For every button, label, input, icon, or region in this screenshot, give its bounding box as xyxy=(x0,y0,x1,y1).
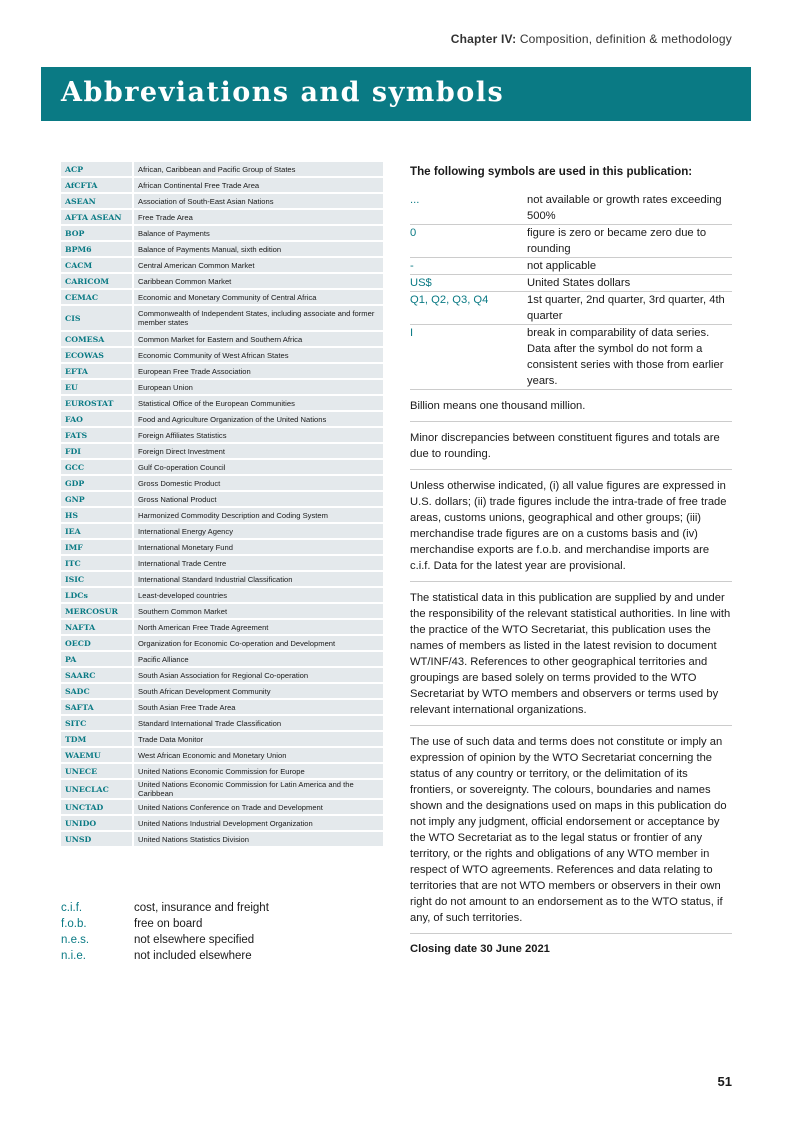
chapter-header xyxy=(451,32,732,46)
notes-list xyxy=(410,390,732,934)
term-code: n.e.s. xyxy=(61,934,90,946)
abbreviation-row xyxy=(61,348,383,362)
abbreviation-row xyxy=(61,412,383,426)
abbreviation-code: EU xyxy=(61,380,134,394)
chapter-label: Chapter IV: xyxy=(450,32,517,46)
abbreviation-code: SADC xyxy=(61,684,134,698)
abbreviation-code: ASEAN xyxy=(61,194,134,208)
abbreviation-row xyxy=(61,588,383,602)
abbreviation-desc: Gross National Product xyxy=(134,492,383,506)
abbreviation-code: EUROSTAT xyxy=(61,396,134,410)
symbol-desc: figure is zero or became zero due to rounding xyxy=(527,227,707,255)
abbreviation-desc: Economic and Monetary Community of Central Africa xyxy=(134,290,383,304)
abbreviation-code: UNECLAC xyxy=(61,780,134,798)
abbreviation-desc: South Asian Association for Regional Co-operation xyxy=(134,668,383,682)
abbreviation-desc: Gulf Co-operation Council xyxy=(134,460,383,474)
symbol-row xyxy=(410,325,732,390)
abbreviation-code: CIS xyxy=(61,306,134,330)
abbreviation-row xyxy=(61,668,383,682)
abbreviation-code: UNECE xyxy=(61,764,134,778)
abbreviation-code: EFTA xyxy=(61,364,134,378)
symbols-section xyxy=(410,164,732,957)
abbreviation-row xyxy=(61,800,383,814)
abbreviation-desc: Common Market for Eastern and Southern Africa xyxy=(134,332,383,346)
abbreviation-code: IEA xyxy=(61,524,134,538)
symbol-row xyxy=(410,275,732,292)
abbreviation-row xyxy=(61,476,383,490)
abbreviation-code: CACM xyxy=(61,258,134,272)
abbreviation-desc: United Nations Industrial Development Organization xyxy=(134,816,383,830)
abbreviation-row xyxy=(61,306,383,330)
symbol-desc: not available or growth rates exceeding 500% xyxy=(527,194,722,222)
abbreviation-desc: Standard International Trade Classification xyxy=(134,716,383,730)
note-paragraph: The statistical data in this publication are supplied by and under the responsibility of the relevant statistical authorities. In line with the practice of the WTO Secretariat, this publication uses the names of members as listed in the latest revision to document WT/INF/43. References to other geographical territories and groupings are based solely on terms provided to the WTO Secretariat by WTO members and observers or terms used by relevant international organizations. xyxy=(410,582,732,726)
abbreviation-code: AfCFTA xyxy=(61,178,134,192)
abbreviation-code: NAFTA xyxy=(61,620,134,634)
abbreviation-row xyxy=(61,178,383,192)
abbreviation-row xyxy=(61,620,383,634)
abbreviation-desc: Pacific Alliance xyxy=(134,652,383,666)
abbreviation-desc: Foreign Direct Investment xyxy=(134,444,383,458)
abbreviation-code: WAEMU xyxy=(61,748,134,762)
abbreviation-row xyxy=(61,226,383,240)
abbreviation-desc: Statistical Office of the European Communities xyxy=(134,396,383,410)
term-desc: not included elsewhere xyxy=(134,950,252,962)
abbreviation-row xyxy=(61,816,383,830)
symbol-desc: United States dollars xyxy=(527,277,631,289)
abbreviation-desc: Economic Community of West African States xyxy=(134,348,383,362)
title-banner xyxy=(41,67,751,121)
symbol-row xyxy=(410,225,732,258)
abbreviation-row xyxy=(61,242,383,256)
abbreviation-code: ACP xyxy=(61,162,134,176)
abbreviation-desc: Trade Data Monitor xyxy=(134,732,383,746)
term-desc: cost, insurance and freight xyxy=(134,902,269,914)
abbreviation-code: FATS xyxy=(61,428,134,442)
page-title: Abbreviations and symbols xyxy=(61,77,505,108)
abbreviation-row xyxy=(61,460,383,474)
abbreviation-row xyxy=(61,508,383,522)
abbreviation-code: IMF xyxy=(61,540,134,554)
abbreviation-desc: Balance of Payments Manual, sixth edition xyxy=(134,242,383,256)
abbreviation-desc: Southern Common Market xyxy=(134,604,383,618)
abbreviation-code: PA xyxy=(61,652,134,666)
term-row xyxy=(61,916,269,932)
abbreviation-desc: Balance of Payments xyxy=(134,226,383,240)
term-code: n.i.e. xyxy=(61,950,86,962)
abbreviation-code: TDM xyxy=(61,732,134,746)
abbreviation-row xyxy=(61,636,383,650)
abbreviation-code: GDP xyxy=(61,476,134,490)
abbreviation-code: FDI xyxy=(61,444,134,458)
abbreviation-code: AFTA ASEAN xyxy=(61,210,134,224)
abbreviation-row xyxy=(61,556,383,570)
abbreviation-row xyxy=(61,210,383,224)
abbreviation-row xyxy=(61,162,383,176)
abbreviation-desc: United Nations Conference on Trade and Development xyxy=(134,800,383,814)
abbreviation-desc: Caribbean Common Market xyxy=(134,274,383,288)
term-desc: free on board xyxy=(134,918,203,930)
note-paragraph: The use of such data and terms does not constitute or imply an expression of opinion by the WTO Secretariat concerning the status of any country or territory, or the delimitation of its frontiers, or sovereignty. The colours, boundaries and names shown and the designations used on maps in this publication do not imply any judgment, official endorsement or acceptance by the WTO Secretariat as to the legal status or frontier of any territory, or the rights and obligations of any WTO member in respect of WTO agreements. References and data relating to territories that are not WTO members or observers in their own right do not amount to an endorsement as to the WTO status, if any, of such territories. xyxy=(410,726,732,934)
abbreviation-row xyxy=(61,396,383,410)
terms-list xyxy=(61,900,269,964)
abbreviation-row xyxy=(61,652,383,666)
note-paragraph: Unless otherwise indicated, (i) all value figures are expressed in U.S. dollars; (ii) trade figures include the intra-trade of free trade areas, customs unions, geographical and other groups; (iii) merchandise trade figures are on a customs basis and (iv) merchandise exports are f.o.b. and merchandise imports are c.i.f. Data for the latest year are provisional. xyxy=(410,470,732,582)
symbol-desc: 1st quarter, 2nd quarter, 3rd quarter, 4th quarter xyxy=(527,294,725,322)
symbol-desc: break in comparability of data series. Data after the symbol do not form a consistent series with those from earlier years. xyxy=(527,327,724,387)
abbreviation-desc: Harmonized Commodity Description and Coding System xyxy=(134,508,383,522)
abbreviations-table xyxy=(61,160,383,848)
abbreviation-code: SAFTA xyxy=(61,700,134,714)
abbreviation-row xyxy=(61,572,383,586)
chapter-title: Composition, definition & methodology xyxy=(519,32,732,46)
abbreviation-row xyxy=(61,780,383,798)
symbol-row xyxy=(410,258,732,275)
symbol-code: I xyxy=(410,327,414,339)
abbreviation-code: SITC xyxy=(61,716,134,730)
abbreviation-code: FAO xyxy=(61,412,134,426)
abbreviation-code: GCC xyxy=(61,460,134,474)
abbreviation-code: ISIC xyxy=(61,572,134,586)
abbreviation-code: BOP xyxy=(61,226,134,240)
abbreviation-code: UNCTAD xyxy=(61,800,134,814)
abbreviation-desc: South Asian Free Trade Area xyxy=(134,700,383,714)
abbreviation-row xyxy=(61,716,383,730)
abbreviation-row xyxy=(61,332,383,346)
abbreviation-code: LDCs xyxy=(61,588,134,602)
abbreviation-row xyxy=(61,290,383,304)
abbreviation-desc: United Nations Statistics Division xyxy=(134,832,383,846)
abbreviation-row xyxy=(61,258,383,272)
abbreviation-desc: International Trade Centre xyxy=(134,556,383,570)
abbreviation-desc: Association of South-East Asian Nations xyxy=(134,194,383,208)
abbreviation-row xyxy=(61,364,383,378)
abbreviation-code: CARICOM xyxy=(61,274,134,288)
abbreviation-code: GNP xyxy=(61,492,134,506)
symbol-row xyxy=(410,192,732,225)
abbreviation-desc: United Nations Economic Commission for Europe xyxy=(134,764,383,778)
abbreviation-row xyxy=(61,444,383,458)
abbreviation-code: SAARC xyxy=(61,668,134,682)
abbreviation-desc: Gross Domestic Product xyxy=(134,476,383,490)
abbreviation-desc: Commonwealth of Independent States, including associate and former member states xyxy=(134,306,383,330)
symbols-list xyxy=(410,192,732,390)
term-row xyxy=(61,948,269,964)
symbol-code: US$ xyxy=(410,277,432,289)
abbreviation-code: UNIDO xyxy=(61,816,134,830)
abbreviation-row xyxy=(61,832,383,846)
abbreviation-row xyxy=(61,700,383,714)
abbreviation-desc: Foreign Affiliates Statistics xyxy=(134,428,383,442)
abbreviation-desc: Free Trade Area xyxy=(134,210,383,224)
symbol-code: - xyxy=(410,260,414,272)
abbreviation-code: ITC xyxy=(61,556,134,570)
abbreviation-desc: Central American Common Market xyxy=(134,258,383,272)
abbreviation-row xyxy=(61,748,383,762)
abbreviation-code: CEMAC xyxy=(61,290,134,304)
abbreviation-desc: United Nations Economic Commission for Latin America and the Caribbean xyxy=(134,780,383,798)
abbreviation-code: ECOWAS xyxy=(61,348,134,362)
abbreviation-row xyxy=(61,274,383,288)
abbreviation-row xyxy=(61,428,383,442)
abbreviation-row xyxy=(61,764,383,778)
abbreviation-code: UNSD xyxy=(61,832,134,846)
abbreviation-row xyxy=(61,684,383,698)
abbreviation-desc: European Free Trade Association xyxy=(134,364,383,378)
abbreviation-row xyxy=(61,194,383,208)
abbreviation-desc: West African Economic and Monetary Union xyxy=(134,748,383,762)
note-paragraph: Billion means one thousand million. xyxy=(410,390,732,422)
note-paragraph: Minor discrepancies between constituent figures and totals are due to rounding. xyxy=(410,422,732,470)
symbol-row xyxy=(410,292,732,325)
abbreviation-code: BPM6 xyxy=(61,242,134,256)
abbreviation-desc: Food and Agriculture Organization of the United Nations xyxy=(134,412,383,426)
closing-date: Closing date 30 June 2021 xyxy=(410,943,550,955)
abbreviation-row xyxy=(61,540,383,554)
page-number: 51 xyxy=(717,1074,732,1089)
abbreviation-desc: South African Development Community xyxy=(134,684,383,698)
term-code: f.o.b. xyxy=(61,918,87,930)
abbreviation-code: OECD xyxy=(61,636,134,650)
symbol-desc: not applicable xyxy=(527,260,597,272)
abbreviation-desc: African Continental Free Trade Area xyxy=(134,178,383,192)
abbreviation-desc: International Monetary Fund xyxy=(134,540,383,554)
abbreviation-row xyxy=(61,732,383,746)
abbreviation-code: MERCOSUR xyxy=(61,604,134,618)
abbreviation-desc: International Standard Industrial Classification xyxy=(134,572,383,586)
symbol-code: ... xyxy=(410,194,420,206)
abbreviation-row xyxy=(61,524,383,538)
abbreviation-desc: North American Free Trade Agreement xyxy=(134,620,383,634)
abbreviation-desc: International Energy Agency xyxy=(134,524,383,538)
term-code: c.i.f. xyxy=(61,902,83,914)
abbreviation-desc: Organization for Economic Co-operation and Development xyxy=(134,636,383,650)
term-row xyxy=(61,900,269,916)
abbreviation-row xyxy=(61,380,383,394)
term-desc: not elsewhere specified xyxy=(134,934,255,946)
abbreviation-row xyxy=(61,604,383,618)
symbol-code: 0 xyxy=(410,227,417,239)
abbreviation-desc: European Union xyxy=(134,380,383,394)
abbreviation-code: HS xyxy=(61,508,134,522)
abbreviation-row xyxy=(61,492,383,506)
term-row xyxy=(61,932,269,948)
symbol-code: Q1, Q2, Q3, Q4 xyxy=(410,294,489,306)
symbols-title: The following symbols are used in this publication: xyxy=(410,165,693,178)
abbreviation-desc: Least-developed countries xyxy=(134,588,383,602)
abbreviation-code: COMESA xyxy=(61,332,134,346)
abbreviation-desc: African, Caribbean and Pacific Group of States xyxy=(134,162,383,176)
